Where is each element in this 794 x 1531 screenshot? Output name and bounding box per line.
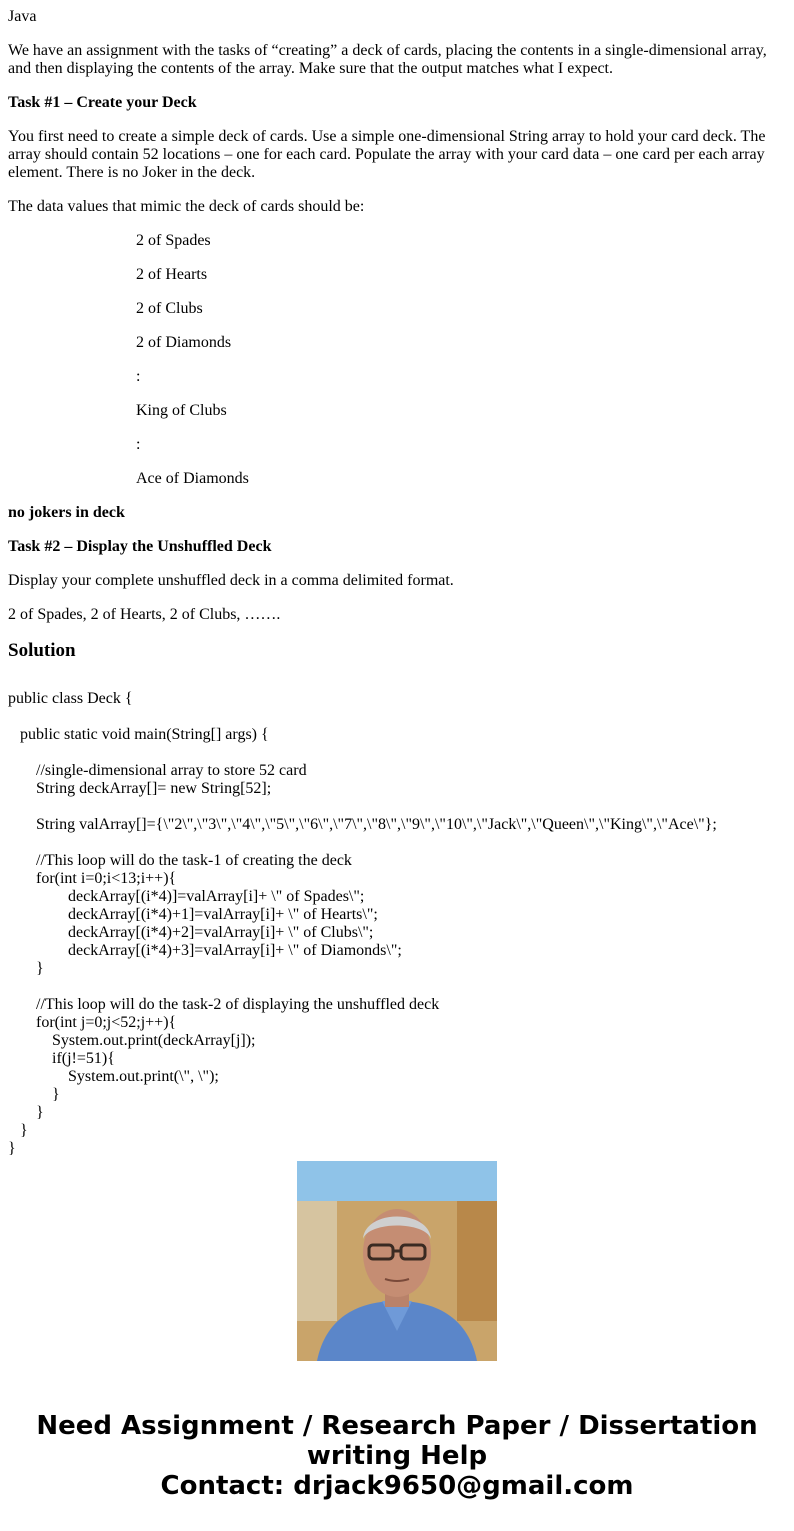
list-item: 2 of Hearts (136, 266, 208, 283)
author-portrait-image (297, 1161, 497, 1361)
document-body (0, 8, 794, 1157)
list-item: 2 of Diamonds (136, 334, 232, 351)
banner-line: writing Help (306, 1441, 488, 1471)
list-item: : (136, 368, 141, 385)
intro-paragraph: We have an assignment with the tasks of “creating” a deck of cards, placing the contents in a single-dimensional array, and then displaying the contents of the array. Make sure that the output matches what I expect. (8, 42, 767, 77)
list-item: 2 of Clubs (136, 300, 203, 317)
task2-heading: Task #2 – Display the Unshuffled Deck (8, 538, 272, 555)
values-intro: The data values that mimic the deck of cards should be: (8, 198, 365, 215)
list-item: : (136, 436, 141, 453)
list-item: Ace of Diamonds (136, 470, 249, 487)
task1-heading: Task #1 – Create your Deck (8, 94, 197, 111)
no-jokers-note: no jokers in deck (8, 504, 125, 521)
avatar (297, 1161, 497, 1361)
task2-example: 2 of Spades, 2 of Hearts, 2 of Clubs, ……. (8, 606, 281, 623)
contact-banner (0, 1411, 794, 1501)
solution-code: public class Deck { public static void main(String[] args) { //single-dimensional array to store 52 card String deckArray[]= new String[52]; String valArray[]={\"2\",\"3\",\"4\",\"5\",\"6\",\"7\",\"8\",\"9\",\"10\",\"Jack\",\"Queen\",\"King\",\"Ace\"}; //This loop will do the task-1 of creating the deck for(int i=0;i<13;i++){ deckArray[(i*4)]=valArray[i]+ \" of Spades\"; deckArray[(i*4)+1]=valArray[i]+ \" of Hearts\"; deckArray[(i*4)+2]=valArray[i]+ \" of Clubs\"; deckArray[(i*4)+3]=valArray[i]+ \" of Diamonds\"; } //This loop will do the task-2 of displaying the unshuffled deck for(int j=0;j<52;j++){ System.out.print(deckArray[j]); if(j!=51){ System.out.print(\", \"); } } } } (8, 690, 717, 1157)
task2-body: Display your complete unshuffled deck in a comma delimited format. (8, 572, 454, 589)
subject-label: Java (8, 8, 37, 25)
card-list (8, 232, 786, 488)
task1-body: You first need to create a simple deck of cards. Use a simple one-dimensional String array to hold your card deck. The array should contain 52 locations – one for each card. Populate the array with your card data – one card per each array element. There is no Joker in the deck. (8, 128, 766, 181)
list-item: King of Clubs (136, 402, 227, 419)
list-item: 2 of Spades (136, 232, 211, 249)
solution-heading: Solution (8, 640, 76, 661)
banner-line: Need Assignment / Research Paper / Dissertation (36, 1411, 758, 1441)
contact-email: Contact: drjack9650@gmail.com (160, 1471, 634, 1501)
